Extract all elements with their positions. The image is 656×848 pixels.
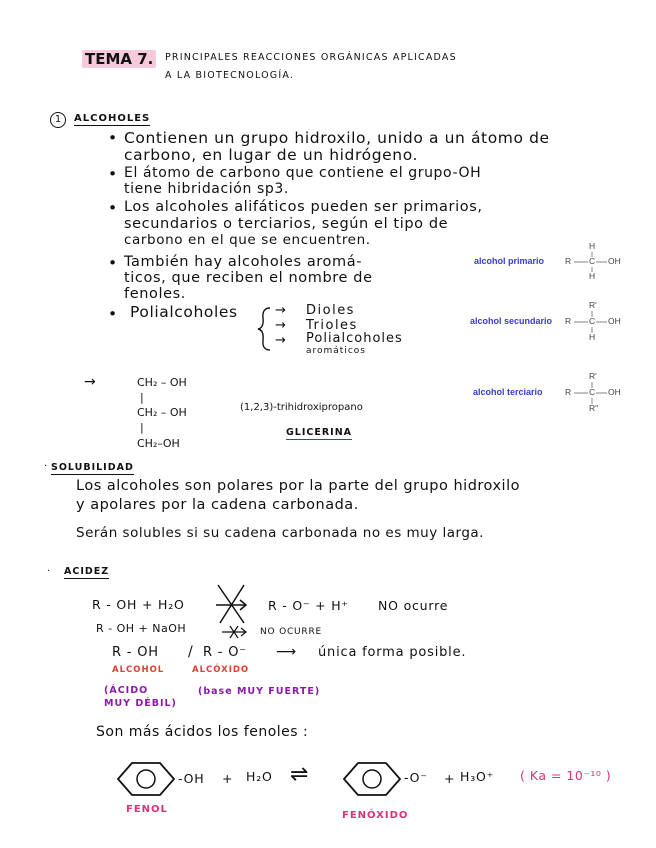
- bullet-dot: •: [108, 305, 118, 323]
- label-alcohol: ALCOHOL: [112, 665, 165, 675]
- bullet-1-line2: carbono, en lugar de un hidrógeno.: [124, 146, 419, 164]
- glycerin-iupac: (1,2,3)-trihidroxipropano: [240, 402, 363, 413]
- structure-label-tertiary: alcohol terciario: [473, 387, 543, 397]
- bullet-2-line1: El átomo de carbono que contiene el grupo-OH: [124, 165, 482, 181]
- solubilidad-heading: SOLUBILIDAD: [51, 462, 134, 473]
- section-dash: ·: [44, 461, 48, 472]
- acidez-heading: ACIDEZ: [64, 566, 110, 577]
- page-title-line1: PRINCIPALES REACCIONES ORGÁNICAS APLICADAS: [165, 52, 457, 63]
- fenol-water: H₂O: [246, 769, 273, 784]
- poly-item-aromaticos: aromáticos: [306, 346, 366, 356]
- acid-note-line2: MUY DÉBIL): [104, 698, 177, 709]
- glycerin-bond: |: [140, 391, 144, 404]
- eq3-left: R - OH: [112, 645, 159, 660]
- bullet-dot: •: [108, 165, 118, 183]
- structure-label-secondary: alcohol secundario: [470, 316, 553, 326]
- poly-item-polialcoholes: Polialcoholes: [306, 331, 403, 346]
- poly-item-dioles: Dioles: [306, 303, 355, 318]
- equilibrium-arrow: ⇌: [290, 762, 309, 787]
- topic-label: TEMA 7.: [82, 50, 156, 68]
- acid-note-line1: (ÁCIDO: [104, 685, 149, 696]
- fenol-plus-1: +: [222, 771, 234, 786]
- poly-arrow: →: [275, 318, 286, 333]
- poly-item-trioles: Trioles: [306, 318, 358, 333]
- structure-primary: H R C OH H: [565, 241, 621, 281]
- glycerin-name: GLICERINA: [286, 427, 352, 438]
- bullet-3-line3: carbono en el que se encuentren.: [124, 232, 371, 248]
- fenoles-line: Son más ácidos los fenoles :: [96, 724, 309, 740]
- bullet-4-line3: fenoles.: [124, 286, 186, 302]
- bullet-dot: •: [108, 254, 118, 272]
- ka-value: ( Ka = 10⁻¹⁰ ): [520, 768, 612, 783]
- bullet-4-line2: ticos, que reciben el nombre de: [124, 270, 373, 286]
- hydronium: H₃O⁺: [460, 769, 495, 784]
- label-fenol: FENOL: [126, 804, 168, 815]
- solubilidad-line-1: Los alcoholes son polares por la parte del grupo hidroxilo: [76, 478, 520, 494]
- benzene-ring-fenol-icon: [108, 760, 184, 798]
- structure-secondary: R' R C OH H: [565, 300, 621, 342]
- bullet-2-line2: tiene hibridación sp3.: [124, 181, 289, 197]
- eq2-note: NO OCURRE: [260, 627, 323, 637]
- glycerin-row-3: CH₂–OH: [137, 437, 180, 450]
- eq3-note: única forma posible.: [318, 645, 467, 660]
- glycerin-row-1: CH₂ – OH: [137, 376, 187, 389]
- bullet-3-line2: secundarios o terciarios, según el tipo de: [124, 216, 449, 232]
- fenol-plus-2: +: [444, 771, 456, 786]
- bullet-3-line1: Los alcoholes alifáticos pueden ser primarios,: [124, 199, 483, 215]
- fenoxido-ion: -O⁻: [404, 770, 428, 785]
- crossed-arrow-2: [220, 624, 250, 640]
- bullet-4-line1: También hay alcoholes aromá-: [124, 254, 363, 270]
- eq1-note: NO ocurre: [378, 598, 449, 613]
- fenol-oh: -OH: [178, 771, 205, 786]
- eq3-right: R - O⁻: [203, 645, 247, 660]
- section-number: 1: [50, 112, 66, 128]
- bullet-5-line1: Polialcoholes: [130, 303, 238, 321]
- section-dash: ·: [47, 566, 51, 577]
- eq3-slash: /: [188, 644, 194, 660]
- poly-arrow: →: [275, 333, 286, 348]
- label-alcoxido: ALCÓXIDO: [192, 665, 250, 675]
- bullet-1-line1: Contienen un grupo hidroxilo, unido a un átomo de: [124, 129, 550, 147]
- glycerin-arrow: →: [84, 374, 96, 390]
- glycerin-row-2: CH₂ – OH: [137, 406, 187, 419]
- label-fenoxido: FENÓXIDO: [342, 810, 409, 821]
- alcoholes-heading: ALCOHOLES: [74, 113, 151, 124]
- benzene-ring-fenoxido-icon: [334, 760, 410, 798]
- structure-label-primary: alcohol primario: [474, 256, 545, 266]
- eq3-arrow: ⟶: [276, 644, 297, 660]
- glycerin-bond: |: [140, 421, 144, 434]
- structure-tertiary: R' R C OH R'': [565, 371, 621, 413]
- solubilidad-line-3: Serán solubles si su cadena carbonada no es muy larga.: [76, 525, 484, 541]
- bullet-dot: •: [108, 129, 118, 147]
- bullet-dot: •: [108, 199, 118, 217]
- base-note: (base MUY FUERTE): [198, 686, 321, 697]
- eq1-right: R - O⁻ + H⁺: [268, 598, 349, 613]
- eq2-left: R - OH + NaOH: [96, 622, 187, 635]
- eq1-left: R - OH + H₂O: [92, 597, 185, 612]
- crossed-arrow-1: [212, 581, 250, 627]
- page-title-line2: A LA BIOTECNOLOGÍA.: [165, 70, 295, 81]
- curly-brace: [256, 306, 276, 352]
- poly-arrow: →: [275, 303, 287, 318]
- solubilidad-line-2: y apolares por la cadena carbonada.: [76, 497, 359, 513]
